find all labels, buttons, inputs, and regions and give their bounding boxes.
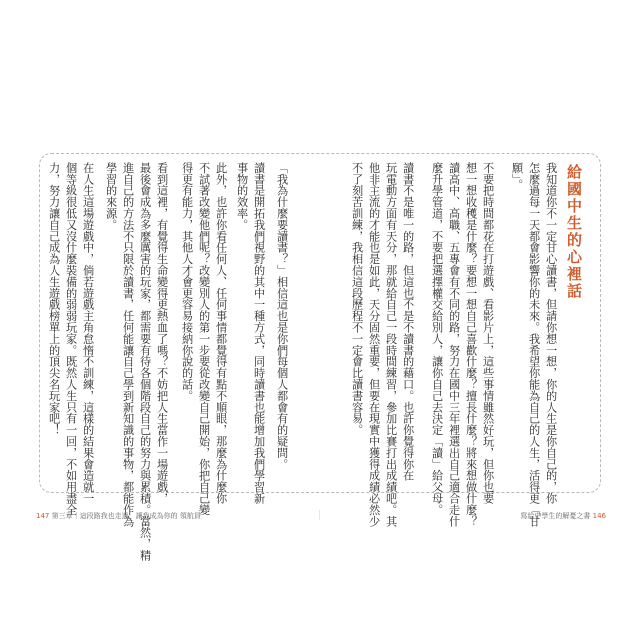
text-column: 玩電動方面有天分，那就給自己一段時間練習，參加比賽打出成績吧。其 (384, 162, 398, 527)
spine-divider (319, 510, 320, 520)
text-column: 事物的效率。 (235, 162, 249, 231)
left-footer (36, 511, 201, 521)
book-title: 寫給中學生的解憂之書 (520, 512, 591, 520)
right-footer (520, 511, 606, 521)
text-column: 願」。 (510, 162, 524, 191)
text-column: 想一想收穫是什麼？要想一想自己喜歡什麼？擅長什麼？將來想做什麼？ (464, 162, 478, 527)
text-column: 不試著改變他們呢？改變別人的第一步要從改變自己開始，你把自己變 (197, 162, 211, 516)
text-column: 最後會成為多麼厲害的玩家，都需要有待各個階段自己的努力與累積。當然，精 (138, 162, 152, 561)
text-column: 讀高中、高職、五專會有不同的路，努力在國中三年裡選出自己適合走什 (447, 162, 461, 527)
text-column: 學習的來源。 (104, 162, 118, 231)
text-column: 得更有能力，其他人才會更容易接納你說的話。 (180, 162, 194, 402)
text-column: 個等級很低又沒什麼裝備的弱弱玩家。既然人生只有一回，不如用盡全 (64, 162, 78, 516)
text-column: 在人生這場遊戲中，倘若遊戲主角怠惰不訓練，這樣的結果會造就一 (81, 162, 95, 504)
text-column: 我知道你不一定甘心讀書，但請你想一想，你的人生是你自己的，你 (544, 162, 558, 504)
text-column: 讀書是開拓我們視野的其中一種方式，同時讀書也能增加我們學習新 (252, 162, 266, 504)
right-page-number: 146 (592, 512, 606, 520)
text-column: 看到這裡，有覺得生命變得更熱血了嗎？不妨把人生當作一場遊戲， (155, 162, 169, 504)
text-column: 讀書不是唯一的路，但這也不是不讀書的藉口。也許你覺得你在 (401, 162, 415, 482)
text-column: 「我為什麼要讀書？」相信這也是你們每個人都會有的疑問。 (275, 162, 289, 470)
text-column: 不了刻苦訓練，我相信這段歷程不一定會比讀書容易。 (350, 162, 364, 436)
text-column: 此外，也許你看任何人、任何事情都覺得有點不順眼，那麼為什麼你 (214, 162, 228, 504)
text-column: 進自己的方法不只限於讀書，任何能讓自己學到新知識的事物，都能作為 (121, 162, 135, 527)
text-column: 力，努力讓自己成為人生遊戲榜單上的頂尖名玩家吧！ (47, 162, 61, 436)
text-column: 麼升學管道，不要把選擇權交給別人，讓你自己去決定「讀」給父母。 (430, 162, 444, 516)
text-column: 不要把時間都花在打遊戲、看影片上，這些事情雖然好玩，但你也要 (481, 162, 495, 504)
text-column: 他非主流的才能也是如此，天分固然重要，但要在現實中獲得成績必然少 (367, 162, 381, 527)
section-heading: 給國中生的心裡話 (565, 164, 583, 300)
text-column: 怎麼過每一天都會影響你的未來。我希望你能為自己的人生，活得更「甘 (527, 162, 541, 527)
left-page-number: 147 (36, 512, 50, 520)
chapter-title: 第三章｜這段路我也走過，讓我成為你的 領航員 (51, 512, 201, 520)
